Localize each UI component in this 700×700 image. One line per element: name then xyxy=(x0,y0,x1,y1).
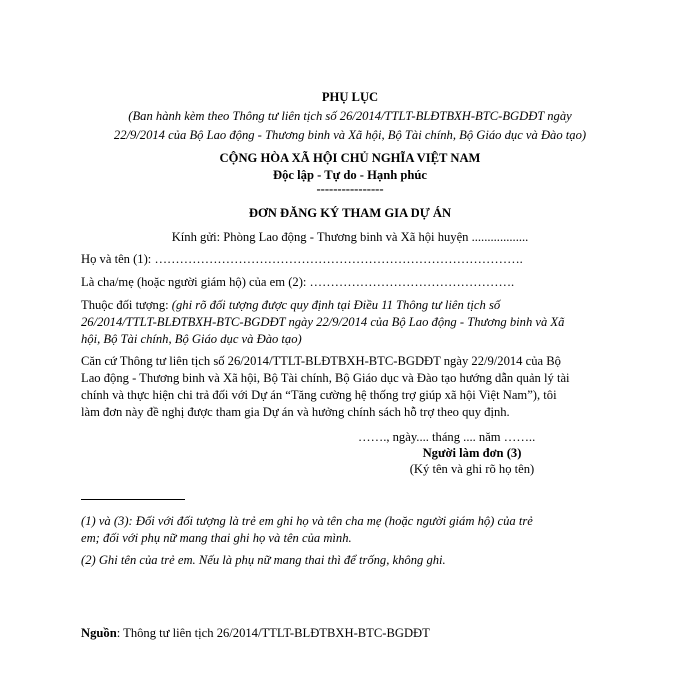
source-label: Nguồn xyxy=(81,626,117,640)
divider: ---------------- xyxy=(316,182,384,196)
form-title: ĐƠN ĐĂNG KÝ THAM GIA DỰ ÁN xyxy=(248,206,452,220)
source-line xyxy=(81,625,430,641)
footnote-rule xyxy=(81,499,185,500)
parent-field: Là cha/mẹ (hoặc người giám hộ) của em (2): …………………………………………. xyxy=(81,275,515,289)
subject-note-part1: (ghi rõ đối tượng được quy định tại Điều 11 Thông tư liên tịch số xyxy=(171,298,501,312)
signer-title: Người làm đơn (3) xyxy=(422,446,522,460)
issuance-note-line1: (Ban hành kèm theo Thông tư liên tịch số 26/2014/TTLT-BLĐTBXH-BTC-BGDĐT ngày xyxy=(128,109,572,123)
nation-heading: CỘNG HÒA XÃ HỘI CHỦ NGHĨA VIỆT NAM xyxy=(219,151,481,165)
motto: Độc lập - Tự do - Hạnh phúc xyxy=(273,168,427,182)
subject-label: Thuộc đối tượng: xyxy=(81,298,172,312)
date-line: ……., ngày.... tháng .... năm …….. xyxy=(358,430,536,444)
body-line4: làm đơn này đề nghị được tham gia Dự án và hưởng chính sách hỗ trợ theo quy định. xyxy=(81,405,510,419)
footnote-2: (2) Ghi tên của trẻ em. Nếu là phụ nữ mang thai thì để trống, không ghi. xyxy=(81,553,446,567)
body-line2: Lao động - Thương binh và Xã hội, Bộ Tài chính, Bộ Giáo dục và Đào tạo hướng dẫn quản lý tài xyxy=(81,371,570,385)
source-text: : Thông tư liên tịch 26/2014/TTLT-BLĐTBXH-BTC-BGDĐT xyxy=(116,626,430,640)
body-line1: Căn cứ Thông tư liên tịch số 26/2014/TTLT-BLĐTBXH-BTC-BGDĐT ngày 22/9/2014 của Bộ xyxy=(81,354,561,368)
footnote-1-line1: (1) và (3): Đối với đối tượng là trẻ em ghi họ và tên cha mẹ (hoặc người giám hộ) của trẻ xyxy=(81,514,533,528)
signer-note: (Ký tên và ghi rõ họ tên) xyxy=(409,462,535,476)
addressee-line: Kính gửi: Phòng Lao động - Thương binh và Xã hội huyện .................. xyxy=(171,230,529,244)
appendix-title: PHỤ LỤC xyxy=(321,90,379,104)
footnote-1-line2: em; đối với phụ nữ mang thai ghi họ và tên của mình. xyxy=(81,531,352,545)
name-field: Họ và tên (1): ……………………………………………………………………………. xyxy=(81,252,523,266)
subject-note-part2: 26/2014/TTLT-BLĐTBXH-BTC-BGDĐT ngày 22/9/2014 của Bộ Lao động - Thương binh và Xã xyxy=(81,315,565,329)
issuance-note-line2: 22/9/2014 của Bộ Lao động - Thương binh và Xã hội, Bộ Tài chính, Bộ Giáo dục và Đào tạo) xyxy=(113,128,587,142)
subject-note-part3: hội, Bộ Tài chính, Bộ Giáo dục và Đào tạo) xyxy=(81,332,302,346)
subject-line1 xyxy=(81,297,500,313)
body-line3: chính và thực hiện chi trả đối với Dự án “Tăng cường hệ thống trợ giúp xã hội Việt Nam”), tôi xyxy=(81,388,557,402)
